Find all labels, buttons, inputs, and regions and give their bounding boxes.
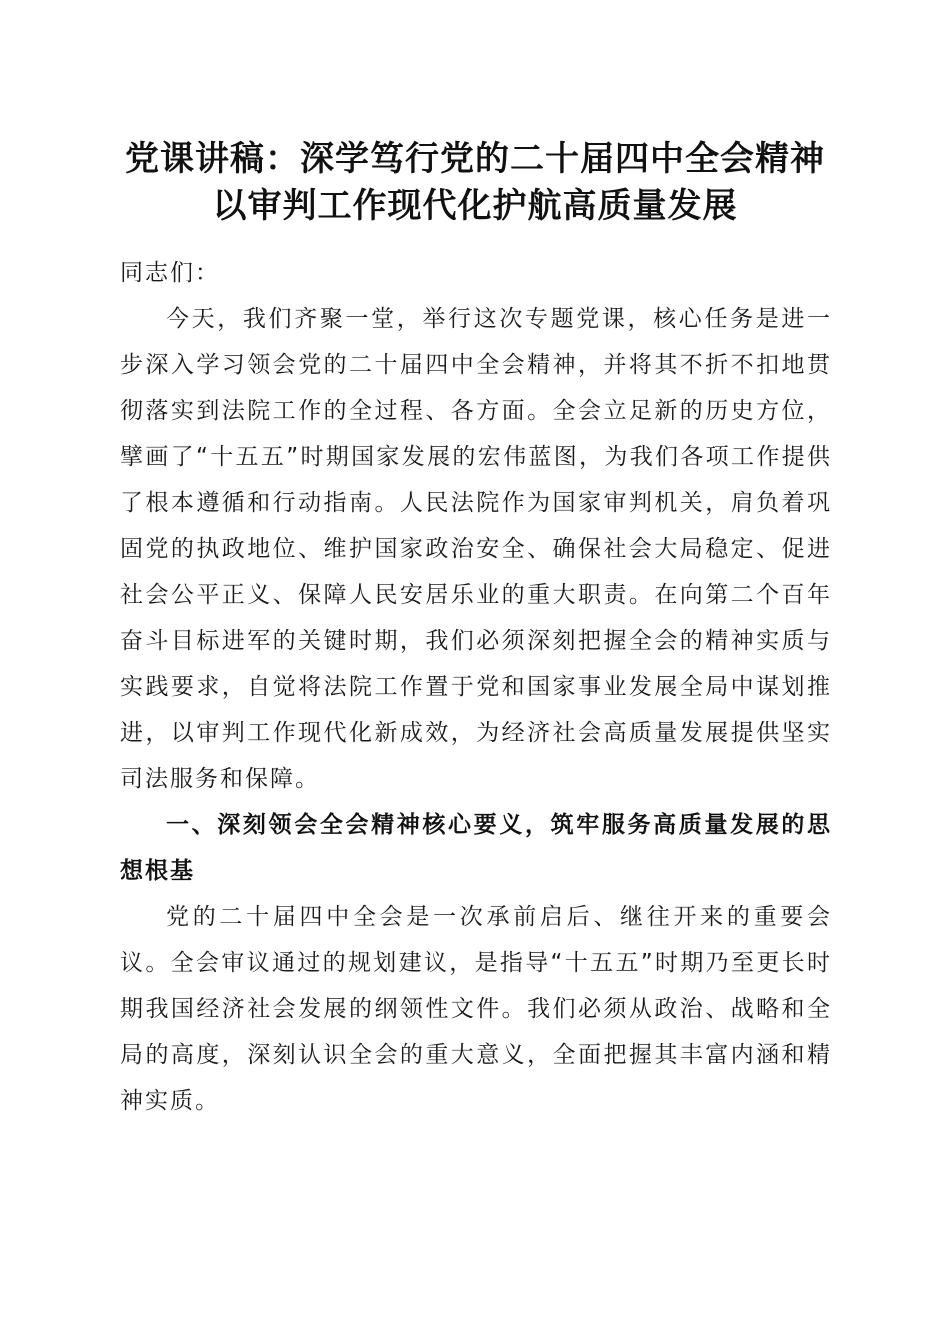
section-heading-1: 一、深刻领会全会精神核心要义，筑牢服务高质量发展的思想根基	[120, 812, 832, 884]
document-title-line-2: 以审判工作现代化护航高质量发展	[212, 186, 738, 226]
paragraph-intro: 今天，我们齐聚一堂，举行这次专题党课，核心任务是进一步深入学习领会党的二十届四中全会精神，并将其不折不扣地贯彻落实到法院工作的全过程、各方面。全会立足新的历史方位，擘画了“十五五”时期国家发展的宏伟蓝图，为我们各项工作提供了根本遵循和行动指南。人民法院作为国家审判机关，肩负着巩固党的执政地位、维护国家政治安全、确保社会大局稳定、促进社会公平正义、保障人民安居乐业的重大职责。在向第二个百年奋斗目标进军的关键时期，我们必须深刻把握全会的精神实质与实践要求，自觉将法院工作置于党和国家事业发展全局中谋划推进，以审判工作现代化新成效，为经济社会高质量发展提供坚实司法服务和保障。	[120, 306, 832, 792]
document-body	[120, 248, 832, 1124]
salutation: 同志们：	[120, 260, 220, 286]
paragraph-section-1: 党的二十届四中全会是一次承前启后、继往开来的重要会议。全会审议通过的规划建议，是指导“十五五”时期乃至更长时期我国经济社会发展的纲领性文件。我们必须从政治、战略和全局的高度，深刻认识全会的重大意义，全面把握其丰富内涵和精神实质。	[120, 904, 832, 1114]
document-title-line-1: 党课讲稿：深学笃行党的二十届四中全会精神	[125, 139, 825, 179]
